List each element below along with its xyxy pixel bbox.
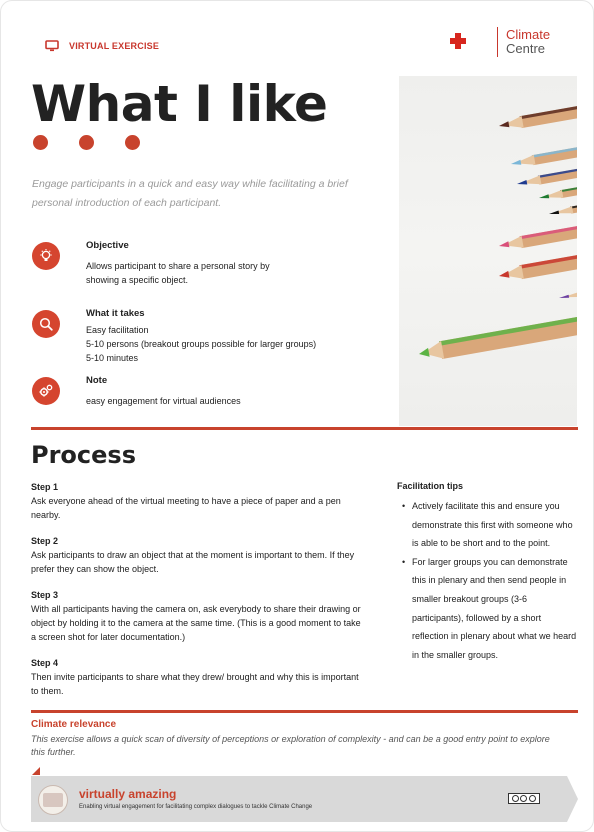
logo-divider (497, 27, 498, 57)
step-text: Ask participants to draw an object that at the moment is important to them. If they prefer they can show the object. (31, 550, 355, 574)
feature-line: 5-10 minutes (86, 353, 139, 363)
feature-line: Easy facilitation (86, 325, 149, 335)
feature-text (86, 259, 366, 287)
feature-line: easy engagement for virtual audiences (86, 396, 241, 406)
step (31, 482, 366, 522)
step (31, 536, 366, 576)
dot (79, 135, 94, 150)
step (31, 658, 366, 698)
dot (33, 135, 48, 150)
exercise-type-tag (45, 40, 159, 52)
pencils-illustration (399, 76, 577, 426)
red-cross-crescent-icon (447, 27, 493, 57)
step-text: Then invite participants to share what they drew/ brought and why this is important to them. (31, 672, 359, 696)
step-title: Step 4 (31, 658, 59, 668)
feature-what-it-takes (32, 308, 317, 363)
dot (125, 135, 140, 150)
relevance-title: Climate relevance (31, 719, 117, 730)
process-title: Process (31, 441, 136, 469)
pencil (510, 121, 577, 169)
pencil (498, 82, 577, 132)
gears-icon (32, 377, 60, 405)
pencil (516, 141, 577, 188)
intro-text: Engage participants in a quick and easy way while facilitating a brief personal introduction of each participant. (32, 178, 348, 209)
exercise-type-label: VIRTUAL EXERCISE (69, 41, 160, 51)
feature-objective (32, 240, 270, 285)
feature-text (86, 323, 366, 365)
footer-title: virtually amazing (79, 787, 177, 801)
feature-line: Allows participant to share a personal story by (86, 261, 270, 271)
step-title: Step 2 (31, 536, 59, 546)
section-divider (31, 710, 578, 713)
virtually-amazing-logo-icon (38, 785, 68, 815)
tip-item: • For larger groups you can demonstrate this in plenary and then send people in smaller breakout groups (3-6 participants), followed by a short reflection in plenary about what we heard in the smaller groups. (397, 553, 577, 665)
footer-corner-accent (32, 767, 40, 775)
tips-list (397, 497, 577, 664)
feature-title: Note (86, 375, 108, 386)
footer-subtitle: Enabling virtual engagement for facilitating complex dialogues to tackle Climate Change (79, 804, 313, 810)
page-title: What I like (31, 75, 328, 133)
step (31, 590, 366, 644)
step-text: With all participants having the camera on, ask everybody to share their drawing or object by holding it to the camera at the same time. (This is a good moment to take a screen shot for later documentation.) (31, 604, 361, 642)
logo-line-1: Climate (506, 27, 551, 42)
title-dots (33, 135, 140, 150)
lightbulb-icon (32, 242, 60, 270)
tips-title: Facilitation tips (397, 481, 464, 491)
colored-pencils-photo (399, 76, 577, 426)
section-divider (31, 427, 578, 430)
feature-text (86, 394, 366, 408)
logo-line-2: Centre (506, 41, 546, 56)
creative-commons-icon (508, 793, 540, 804)
feature-title: What it takes (86, 308, 145, 319)
step-title: Step 1 (31, 482, 59, 492)
feature-line: showing a specific object. (86, 275, 189, 285)
monitor-icon (45, 40, 59, 52)
climate-centre-logo (447, 27, 550, 57)
step-text: Ask everyone ahead of the virtual meeting to have a piece of paper and a pen nearby. (31, 496, 341, 520)
facilitation-tips (397, 481, 577, 664)
relevance-text: This exercise allows a quick scan of diversity of perceptions or exploration of complexity - and can be a good entry point to explore this further. (31, 734, 550, 757)
feature-line: 5-10 persons (breakout groups possible for larger groups) (86, 339, 317, 349)
feature-title: Objective (86, 240, 129, 251)
step-title: Step 3 (31, 590, 59, 600)
magnifier-icon (32, 310, 60, 338)
feature-note (32, 375, 241, 406)
process-steps (31, 482, 366, 712)
pencil (417, 307, 577, 363)
tip-item: • Actively facilitate this and ensure you demonstrate this first with someone who is able to be short and to the point. (397, 497, 577, 553)
logo-wordmark (506, 28, 550, 56)
